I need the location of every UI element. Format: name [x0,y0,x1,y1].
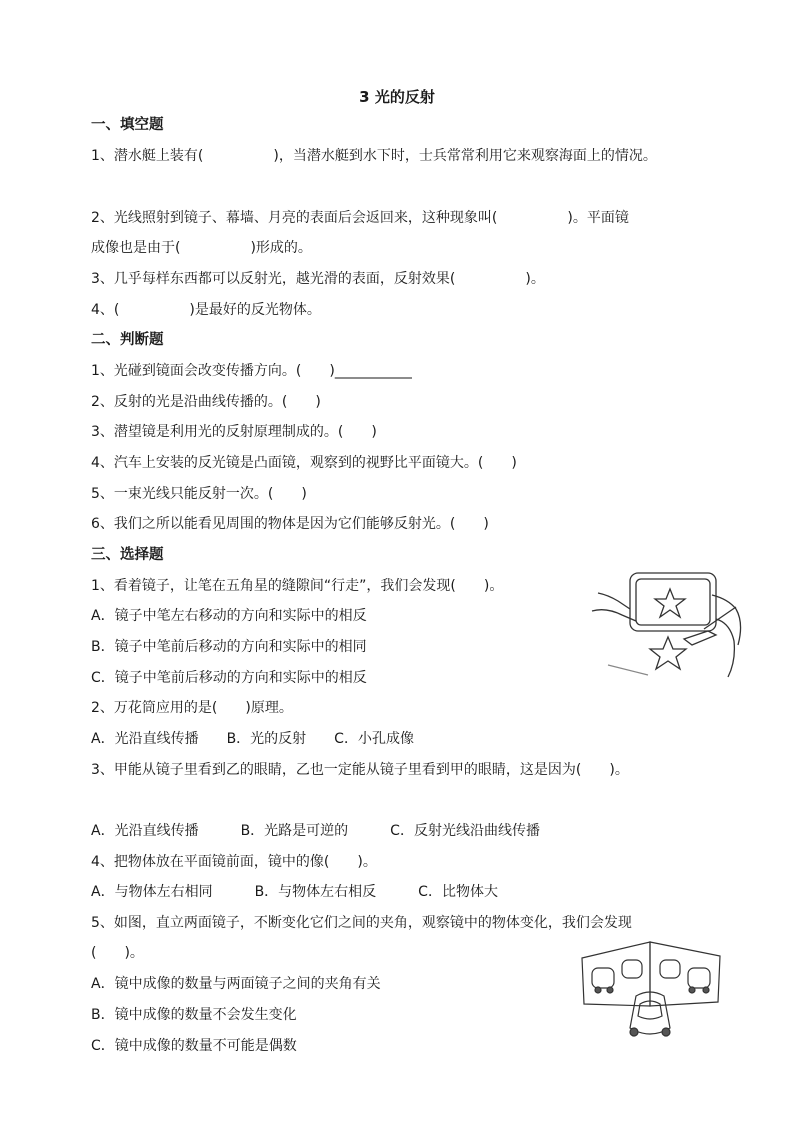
page-title: 3 光的反射 [359,88,435,106]
choice-question-1: 1、看着镜子，让笔在五角星的缝隙间“行走”，我们会发现( )。 [91,578,504,594]
choice-question-5-option-a: A．镜中成像的数量与两面镜子之间的夹角有关 [91,976,381,992]
judge-question-4: 4、汽车上安装的反光镜是凸面镜，观察到的视野比平面镜大。( ) [91,455,517,471]
mirror-star-figure [588,565,746,683]
fill-question-2-line2: 成像也是由于( )形成的。 [91,240,312,256]
fill-question-2-line1: 2、光线照射到镜子、幕墙、月亮的表面后会返回来，这种现象叫( )。平面镜 [91,210,629,226]
judge-question-1: 1、光碰到镜面会改变传播方向。( )___________ [91,363,412,379]
judge-question-5: 5、一束光线只能反射一次。( ) [91,486,307,502]
section-heading-judge: 二、判断题 [91,332,164,348]
choice-question-2: 2、万花筒应用的是( )原理。 [91,700,293,716]
choice-question-4: 4、把物体放在平面镜前面，镜中的像( )。 [91,854,377,870]
choice-question-3: 3、甲能从镜子里看到乙的眼睛，乙也一定能从镜子里看到甲的眼睛，这是因为( )。 [91,762,629,778]
choice-question-5-line2: ( )。 [91,945,144,961]
choice-question-1-option-b: B．镜子中笔前后移动的方向和实际中的相同 [91,639,367,655]
section-heading-choice: 三、选择题 [91,547,164,563]
fill-question-1: 1、潜水艇上装有( )，当潜水艇到水下时，士兵常常利用它来观察海面上的情况。 [91,148,657,164]
choice-question-1-option-c: C．镜子中笔前后移动的方向和实际中的相反 [91,670,367,686]
two-mirrors-car-figure [578,940,726,1046]
fill-question-4: 4、( )是最好的反光物体。 [91,302,321,318]
section-heading-fill: 一、填空题 [91,117,164,133]
choice-question-5-line1: 5、如图，直立两面镜子，不断变化它们之间的夹角，观察镜中的物体变化，我们会发现 [91,915,632,931]
judge-question-3: 3、潜望镜是利用光的反射原理制成的。( ) [91,424,377,440]
fill-question-3: 3、几乎每样东西都可以反射光，越光滑的表面，反射效果( )。 [91,271,545,287]
choice-question-3-options: A．光沿直线传播 B．光路是可逆的 C．反射光线沿曲线传播 [91,823,540,839]
choice-question-5-option-c: C．镜中成像的数量不可能是偶数 [91,1038,297,1054]
choice-question-5-option-b: B．镜中成像的数量不会发生变化 [91,1007,297,1023]
judge-question-6: 6、我们之所以能看见周围的物体是因为它们能够反射光。( ) [91,516,489,532]
choice-question-2-options: A．光沿直线传播 B．光的反射 C．小孔成像 [91,731,414,747]
choice-question-1-option-a: A．镜子中笔左右移动的方向和实际中的相反 [91,608,367,624]
choice-question-4-options: A．与物体左右相同 B．与物体左右相反 C．比物体大 [91,884,498,900]
judge-question-2: 2、反射的光是沿曲线传播的。( ) [91,394,321,410]
